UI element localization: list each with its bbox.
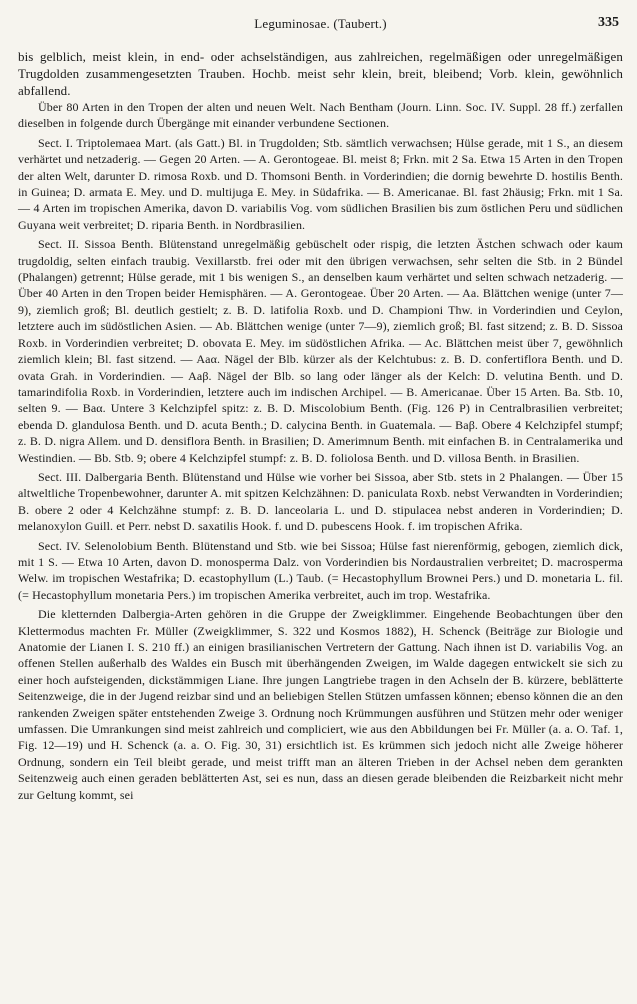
paragraph-sect-3: Sect. III. Dalbergaria Benth. Blütenstand und Hülse wie vorher bei Sissoa, aber Stb. stets in 2 Phalangen. — Über 15 altweltliche Tropenbewohner, darunter A. mit spitzen Kelchzähnen: D. paniculata Roxb. nebst Verwandten in Vorderindien; B. obere 2 oder 4 Kelchzähne stumpf: z. B. D. lanceolaria L. und D. stipulacea nebst anderen in Vorderindien; D. melanoxylon Guill. et Perr. nebst D. saxatilis Hook. f. und D. pubescens Hook. f. im tropischen Afrika. — [18, 469, 623, 534]
paragraph-sect-4: Sect. IV. Selenolobium Benth. Blütenstand und Stb. wie bei Sissoa; Hülse fast nierenförmig, gebogen, ziemlich dick, mit 1 S. — Etwa 10 Arten, davon D. monosperma Dalz. von Vorderindien bis Nordaustralien verbreitet; D. macrosperma Welw. im tropischen Westafrika; D. ecastophyllum (L.) Taub. (= Hecastophyllum Brownei Pers.) und D. monetaria L. fil. (= Hecastophyllum monetaria Pers.) im tropischen Amerika verbreitet, auch im trop. Westafrika. — [18, 538, 623, 602]
paragraph-continuation: bis gelblich, meist klein, in end- oder achselständigen, aus zahlreichen, regelmäßigen oder unregelmäßigen Trugdolden zusammengesetzten Trauben. Hochb. meist sehr klein, breit, bleibend; Vorb. klein, gewöhnlich abfallend. — [18, 49, 623, 98]
page-header — [18, 14, 623, 36]
paragraph-sect-1: Sect. I. Triptolemaea Mart. (als Gatt.) Bl. in Trugdolden; Stb. sämtlich verwachsen; Hülse gerade, mit 1 S., an diesem verhärtet und netzaderig. — Gegen 20 Arten. — A. Gerontogeae. Bl. meist 8; Frkn. mit 2 Sa. Etwa 15 Arten in den Tropen der alten Welt, darunter D. rimosa Roxb. und D. Thomsoni Benth. in Vorderindien; die dornig bewehrte D. hostilis Benth. in Guinea; D. armata E. Mey. und D. multijuga E. Mey. in Südafrika. — B. Americanae. Bl. fast 2häusig; Frkn. mit 1 Sa. — 4 Arten im tropischen Amerika, davon D. variabilis Vog. vom südlichen Brasilien bis zum östlichen Peru und südlichen Guyana weit verbreitet; D. riparia Benth. in Nordbrasilien. — [18, 135, 623, 232]
paragraph-climbing: Die kletternden Dalbergia-Arten gehören in die Gruppe der Zweigklimmer. Eingehende Beobachtungen über den Klettermodus machten Fr. Müller (Zweigklimmer, S. 322 und Kosmos 1882), H. Schenck (Beiträge zur Biologie und Anatomie der Lianen I. S. 210 ff.) an einigen brasilianischen Vertretern der Gattung. Nach ihnen ist D. variabilis Vog. an offenen Stellen außerhalb des Waldes ein Busch mit überhängenden Zweigen, im Walde dagegen entwickelt sie sich zu einer hoch aufsteigenden, dickstämmigen Liane. Ihre jungen Langtriebe tragen in den Achseln der B. kürzere, beblätterte Seitenzweige, die in der Jugend reizbar sind und an beliebigen Stellen Stützen umfassen können; ebenso können die an den rankenden Zweigen später entstehenden Zweige 3. Ordnung noch Krümmungen ausführen und Stützen mehr oder weniger umfassen. Die Umrankungen sind meist zahlreich und compliciert, wie aus den Abbildungen bei Fr. Müller (a. a. O. Taf. 1, Fig. 12—19) und H. Schenck (a. a. O. Fig. 30, 31) ersichtlich ist. Es krümmen sich jedoch nicht alle Zweige höherer Ordnung, sondern ein Teil bleibt gerade, und meist trifft man an älteren Trieben in der Achsel neben dem gerankten Seitenzweig auch einen geraden beblätterten Ast, sei es nun, dass an diesen gerade bleibenden die Reizbarkeit nicht mehr zur Geltung kommt, sei — [18, 607, 623, 802]
page-body — [18, 48, 623, 803]
paragraph-sect-2: Sect. II. Sissoa Benth. Blütenstand unregelmäßig gebüschelt oder rispig, die letzten Ästchen schwach oder kaum trugdoldig, selten einfach traubig. Vexillarstb. frei oder mit den übrigen verwachsen, sehr selten die Stb. in 2 Bündel (Phalangen) getrennt; Hülse gerade, mit 1 bis wenigen S., an denselben kaum verhärtet und selten schwach netzaderig. — Über 40 Arten in den Tropen beider Hemisphären. — A. Gerontogeae. Über 20 Arten. — Aa. Blättchen wenige (unter 7—9), ziemlich groß; Bl. deutlich gestielt; z. B. D. latifolia Roxb. und D. Championi Thw. in Vorderindien und Ceylon, letztere auch im südöstlichen Asien. — Ab. Blättchen wenige (unter 7—9), ziemlich groß; Bl. fast sitzend; z. B. D. Sissoa Roxb. in Vorderindien verbreitet; D. obovata E. Mey. im südöstlichen Afrika. — Ac. Blättchen meist über 7, gewöhnlich ziemlich klein; Bl. fast sitzend. — Aaα. Nägel der Blb. kürzer als der Kelchtubus: z. B. D. confertiflora Benth. und D. ovata Grah. in Vorderindien. — Aaβ. Nägel der Blb. so lang oder länger als der Kelch: D. velutina Benth. und D. tamarindifolia Roxb. in Vorderindien, letztere auch im indischen Archipel. — B. Americanae. Über 15 Arten. Ba. Stb. 10, selten 9. — Baα. Untere 3 Kelchzipfel spitz: z. B. D. Miscolobium Benth. (Fig. 126 P) in Centralbrasilien verbreitet; ebenda D. glandulosa Benth. und D. acuta Benth.; D. calycina Benth. in Guatemala. — Baβ. Obere 4 Kelchzipfel stumpf; z. B. D. nigra Allem. und D. densiflora Benth. in Brasilien; D. Amerimnum Benth. mit einfachen B. in Centralamerika und Westindien. — Bb. Stb. 9; obere 4 Kelchzipfel stumpf: z. B. D. foliolosa Benth. und D. villosa Benth. in Brasilien. — [18, 237, 623, 465]
paragraph-overview: Über 80 Arten in den Tropen der alten und neuen Welt. Nach Bentham (Journ. Linn. Soc. IV. Suppl. 28 ff.) zerfallen dieselben in folgende durch Übergänge mit einander verbundene Sectionen. — [18, 100, 623, 131]
running-head: Leguminosae. (Taubert.) — [254, 16, 387, 31]
page-number: 335 — [598, 15, 619, 30]
